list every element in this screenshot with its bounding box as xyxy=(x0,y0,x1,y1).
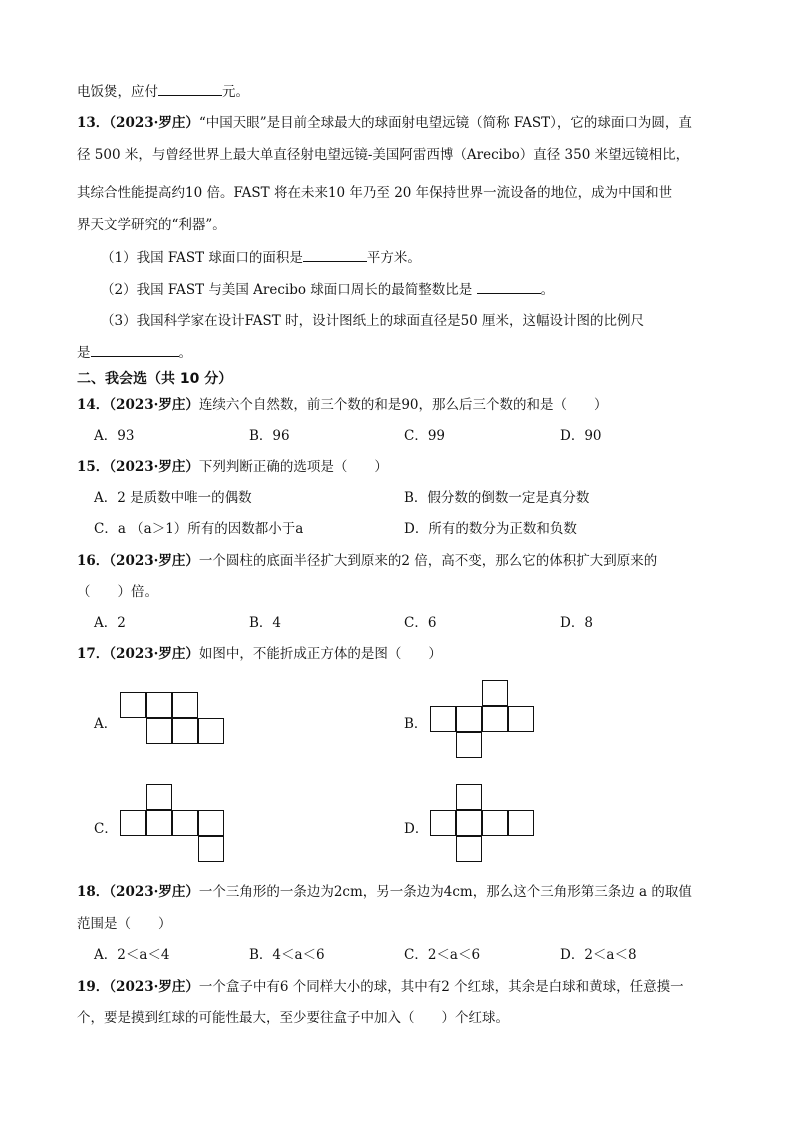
sub-question-end: 。 xyxy=(540,282,555,298)
q16-stem-cont: （ ）倍。 xyxy=(77,584,158,600)
q12-tail-unit: 元。 xyxy=(222,84,249,100)
net-square xyxy=(482,680,508,706)
answer-blank[interactable] xyxy=(477,280,541,294)
net-square xyxy=(146,784,172,810)
q13-line4: 界天文学研究的“利器”。 xyxy=(77,217,226,233)
q17-stem xyxy=(77,645,442,663)
sub-question-unit: 平方米。 xyxy=(366,250,421,266)
question-number: 13． xyxy=(77,115,110,131)
net-square xyxy=(482,706,508,732)
net-square xyxy=(120,810,146,836)
figure-a-label[interactable]: A． xyxy=(94,716,118,732)
net-square xyxy=(146,718,172,744)
option-c[interactable]: C．6 xyxy=(404,615,437,631)
question-number: 18． xyxy=(77,884,110,900)
q14-stem xyxy=(77,396,608,414)
net-square xyxy=(456,784,482,810)
net-square xyxy=(456,732,482,758)
sub-question-text: 是 xyxy=(77,345,91,361)
net-square xyxy=(146,692,172,718)
question-number: 19． xyxy=(77,979,110,995)
q13-line3: 其综合性能提高约10 倍。FAST 将在未来10 年乃至 20 年保持世界一流设备的地位，成为中国和世 xyxy=(77,185,673,201)
net-square xyxy=(120,692,146,718)
q19-stem xyxy=(77,978,684,996)
question-source: （2023·罗庄） xyxy=(109,397,199,413)
q13-sub3-answer xyxy=(77,343,192,362)
question-number: 14． xyxy=(77,397,110,413)
figure-d-label[interactable]: D． xyxy=(404,821,429,837)
q18-stem xyxy=(77,883,692,901)
net-square xyxy=(430,810,456,836)
option-a[interactable]: A．93 xyxy=(94,428,135,444)
figure-c-label[interactable]: C． xyxy=(94,821,118,837)
answer-blank[interactable] xyxy=(158,82,222,96)
question-source: （2023·罗庄） xyxy=(109,979,199,995)
net-square xyxy=(456,706,482,732)
option-d[interactable]: D．90 xyxy=(560,428,602,444)
net-square xyxy=(172,718,198,744)
q13-sub3: （3）我国科学家在设计FAST 时，设计图纸上的球面直径是50 厘米，这幅设计图的比例尺 xyxy=(101,313,645,329)
net-square xyxy=(198,810,224,836)
option-b[interactable]: B．4 xyxy=(249,615,282,631)
option-b[interactable]: B．4＜a＜6 xyxy=(249,947,325,963)
question-source: （2023·罗庄） xyxy=(109,646,199,662)
question-text: 下列判断正确的选项是（ ） xyxy=(198,459,388,475)
q13-line2: 径 500 米，与曾经世界上最大单直径射电望远镜-美国阿雷西博（Arecibo）直径 350 米望远镜相比， xyxy=(77,147,690,163)
option-a[interactable]: A．2 是质数中唯一的偶数 xyxy=(94,490,252,506)
option-d[interactable]: D．8 xyxy=(560,615,593,631)
q19-stem-cont: 个，要是摸到红球的可能性最大，至少要往盒子中加入（ ）个红球。 xyxy=(77,1010,509,1026)
net-square xyxy=(172,692,198,718)
option-a[interactable]: A．2＜a＜4 xyxy=(94,947,170,963)
sub-question-text: （1）我国 FAST 球面口的面积是 xyxy=(101,250,303,266)
net-square xyxy=(430,706,456,732)
question-source: （2023·罗庄） xyxy=(109,459,199,475)
figure-b-label[interactable]: B． xyxy=(404,716,428,732)
q16-stem xyxy=(77,552,657,570)
q13-sub1 xyxy=(101,248,421,267)
net-square xyxy=(508,810,534,836)
question-text: 一个盒子中有6 个同样大小的球，其中有2 个红球，其余是白球和黄球，任意摸一 xyxy=(198,979,684,995)
answer-blank[interactable] xyxy=(91,343,179,357)
q12-tail-line xyxy=(77,82,249,101)
question-source: （2023·罗庄） xyxy=(109,884,199,900)
answer-blank[interactable] xyxy=(303,248,367,262)
option-d[interactable]: D．所有的数分为正数和负数 xyxy=(404,521,577,537)
question-text: 一个圆柱的底面半径扩大到原来的2 倍，高不变，那么它的体积扩大到原来的 xyxy=(198,553,658,569)
question-text: “中国天眼”是目前全球最大的球面射电望远镜（简称 FAST），它的球面口为圆，直 xyxy=(198,115,692,131)
option-b[interactable]: B．假分数的倒数一定是真分数 xyxy=(404,490,590,506)
option-c[interactable]: C．99 xyxy=(404,428,446,444)
question-source: （2023·罗庄） xyxy=(109,553,199,569)
option-c[interactable]: C．a （a＞1）所有的因数都小于a xyxy=(94,521,304,537)
question-number: 16． xyxy=(77,553,110,569)
net-square xyxy=(482,810,508,836)
net-square xyxy=(456,810,482,836)
q13-line1 xyxy=(77,114,692,132)
option-d[interactable]: D．2＜a＜8 xyxy=(560,947,637,963)
net-square xyxy=(198,718,224,744)
net-square xyxy=(508,706,534,732)
net-square xyxy=(172,810,198,836)
question-text: 一个三角形的一条边为2cm，另一条边为4cm，那么这个三角形第三条边 a 的取值 xyxy=(198,884,692,900)
question-number: 17． xyxy=(77,646,110,662)
net-square xyxy=(146,810,172,836)
section-heading: 二、我会选（共 10 分） xyxy=(77,371,233,387)
question-number: 15． xyxy=(77,459,110,475)
sub-question-text: （2）我国 FAST 与美国 Arecibo 球面口周长的最简整数比是 xyxy=(101,282,477,298)
net-square xyxy=(198,836,224,862)
sub-question-end: 。 xyxy=(178,345,192,361)
q12-tail-text: 电饭煲，应付 xyxy=(77,84,158,100)
option-c[interactable]: C．2＜a＜6 xyxy=(404,947,481,963)
question-source: （2023·罗庄） xyxy=(109,115,199,131)
net-square xyxy=(456,836,482,862)
option-a[interactable]: A．2 xyxy=(94,615,126,631)
option-b[interactable]: B．96 xyxy=(249,428,290,444)
q15-stem xyxy=(77,458,388,476)
question-text: 连续六个自然数，前三个数的和是90，那么后三个数的和是（ ） xyxy=(198,397,608,413)
q13-sub2 xyxy=(101,280,554,299)
question-text: 如图中，不能折成正方体的是图（ ） xyxy=(198,646,442,662)
q18-stem-cont: 范围是（ ） xyxy=(77,916,172,932)
